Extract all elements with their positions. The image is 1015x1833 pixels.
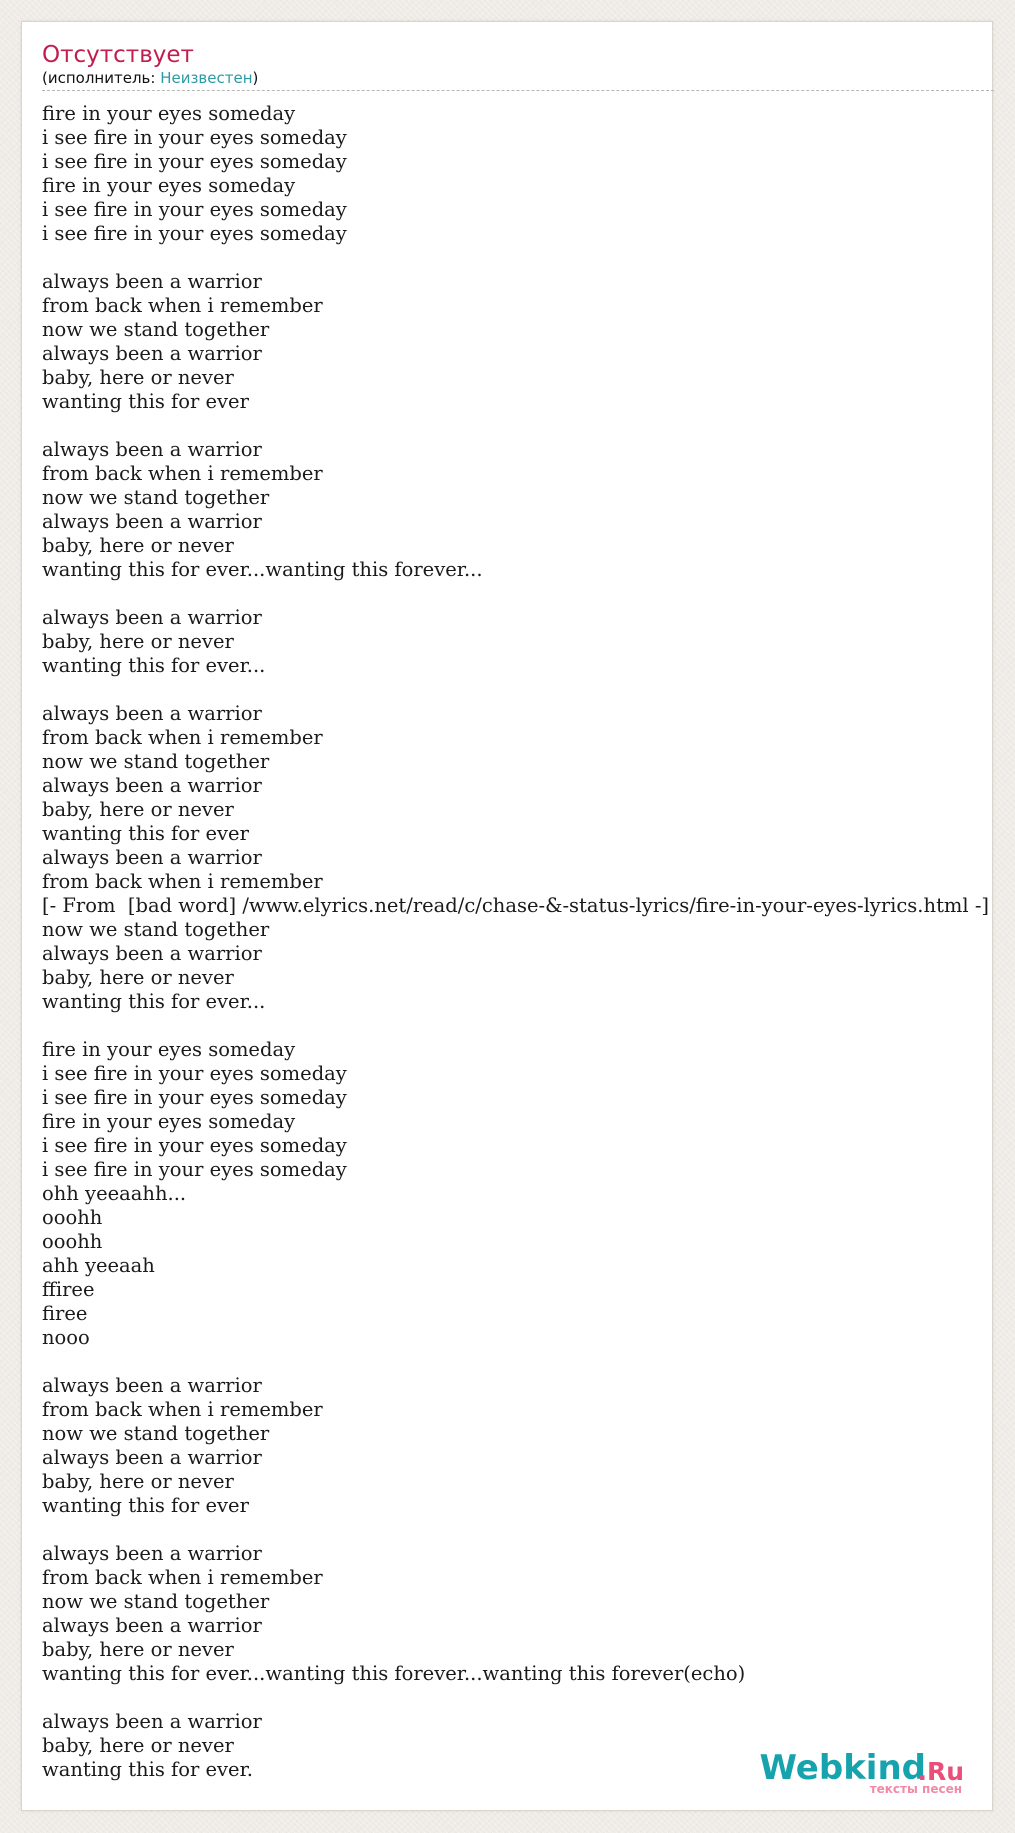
song-title: Отсутствует <box>42 42 194 68</box>
lyric-line: wanting this for ever...wanting this forever... <box>42 558 483 581</box>
lyrics-card <box>21 21 993 1811</box>
lyric-line: baby, here or never <box>42 966 234 989</box>
lyric-line: ooohh <box>42 1206 103 1229</box>
lyric-line: firee <box>42 1302 88 1325</box>
lyric-line: nooo <box>42 1326 90 1349</box>
lyric-line: now we stand together <box>42 318 270 341</box>
lyric-line: always been a warrior <box>42 606 262 629</box>
lyric-line: wanting this for ever <box>42 1494 249 1517</box>
lyric-line: baby, here or never <box>42 1470 234 1493</box>
lyric-line: always been a warrior <box>42 438 262 461</box>
lyric-line: fire in your eyes someday <box>42 1038 296 1061</box>
lyric-line: wanting this for ever. <box>42 1758 253 1781</box>
lyric-line: ooohh <box>42 1230 103 1253</box>
lyric-line: always been a warrior <box>42 1614 262 1637</box>
lyric-line: wanting this for ever...wanting this forever...wanting this forever(echo) <box>42 1662 746 1685</box>
header-divider <box>42 90 994 91</box>
logo-tagline: тексты песен <box>869 1782 962 1796</box>
lyric-line: wanting this for ever <box>42 390 249 413</box>
artist-prefix: (исполнитель: <box>42 69 161 87</box>
lyric-line: from back when i remember <box>42 294 323 317</box>
lyric-line: baby, here or never <box>42 798 234 821</box>
lyric-line: always been a warrior <box>42 1710 262 1733</box>
lyric-line: i see fire in your eyes someday <box>42 1158 347 1181</box>
lyric-line: always been a warrior <box>42 270 262 293</box>
stanza-break <box>42 678 989 702</box>
lyric-line: i see fire in your eyes someday <box>42 150 347 173</box>
stanza-break <box>42 246 989 270</box>
lyric-line: always been a warrior <box>42 846 262 869</box>
lyric-line: i see fire in your eyes someday <box>42 198 347 221</box>
lyric-line: now we stand together <box>42 918 270 941</box>
lyric-line: ahh yeeaah <box>42 1254 155 1277</box>
lyric-line: baby, here or never <box>42 366 234 389</box>
lyric-line: i see fire in your eyes someday <box>42 222 347 245</box>
lyric-line: baby, here or never <box>42 630 234 653</box>
lyric-line: [- From [bad word] /www.elyrics.net/read/c/chase-&-status-lyrics/fire-in-your-eyes-lyrics.html -] <box>42 894 990 917</box>
lyric-line: wanting this for ever... <box>42 654 266 677</box>
lyric-line: from back when i remember <box>42 462 323 485</box>
lyric-line: always been a warrior <box>42 1374 262 1397</box>
lyric-line: from back when i remember <box>42 870 323 893</box>
lyric-line: always been a warrior <box>42 942 262 965</box>
lyric-line: i see fire in your eyes someday <box>42 1086 347 1109</box>
logo-wordmark: Webkind <box>759 1748 926 1788</box>
lyric-line: baby, here or never <box>42 1638 234 1661</box>
lyric-line: always been a warrior <box>42 510 262 533</box>
lyric-line: fire in your eyes someday <box>42 102 296 125</box>
lyric-line: fire in your eyes someday <box>42 1110 296 1133</box>
stanza-break <box>42 1686 989 1710</box>
stanza-break <box>42 582 989 606</box>
lyric-line: always been a warrior <box>42 702 262 725</box>
lyric-line: baby, here or never <box>42 1734 234 1757</box>
logo-domain-suffix: .Ru <box>917 1757 964 1786</box>
lyric-line: now we stand together <box>42 750 270 773</box>
stanza-break <box>42 1014 989 1038</box>
lyric-line: i see fire in your eyes someday <box>42 126 347 149</box>
lyric-line: always been a warrior <box>42 342 262 365</box>
lyric-line: ffiree <box>42 1278 95 1301</box>
stanza-break <box>42 414 989 438</box>
song-header <box>42 41 994 87</box>
lyric-line: from back when i remember <box>42 1566 323 1589</box>
artist-line <box>42 69 994 87</box>
lyric-line: i see fire in your eyes someday <box>42 1062 347 1085</box>
lyric-line: always been a warrior <box>42 1446 262 1469</box>
artist-suffix: ) <box>252 69 259 87</box>
lyric-line: from back when i remember <box>42 726 323 749</box>
artist-link[interactable]: Неизвестен <box>160 69 253 87</box>
lyric-line: ohh yeeaahh... <box>42 1182 187 1205</box>
lyric-line: now we stand together <box>42 1422 270 1445</box>
stanza-break <box>42 1518 989 1542</box>
lyric-line: wanting this for ever <box>42 822 249 845</box>
lyric-line: from back when i remember <box>42 1398 323 1421</box>
lyric-line: always been a warrior <box>42 774 262 797</box>
lyric-line: baby, here or never <box>42 534 234 557</box>
stanza-break <box>42 1350 989 1374</box>
lyric-line: now we stand together <box>42 1590 270 1613</box>
lyrics-text <box>42 102 989 1782</box>
lyric-line: wanting this for ever... <box>42 990 266 1013</box>
lyric-line: i see fire in your eyes someday <box>42 1134 347 1157</box>
lyric-line: now we stand together <box>42 486 270 509</box>
lyric-line: fire in your eyes someday <box>42 174 296 197</box>
lyric-line: always been a warrior <box>42 1542 262 1565</box>
webkind-logo[interactable] <box>759 1748 964 1796</box>
